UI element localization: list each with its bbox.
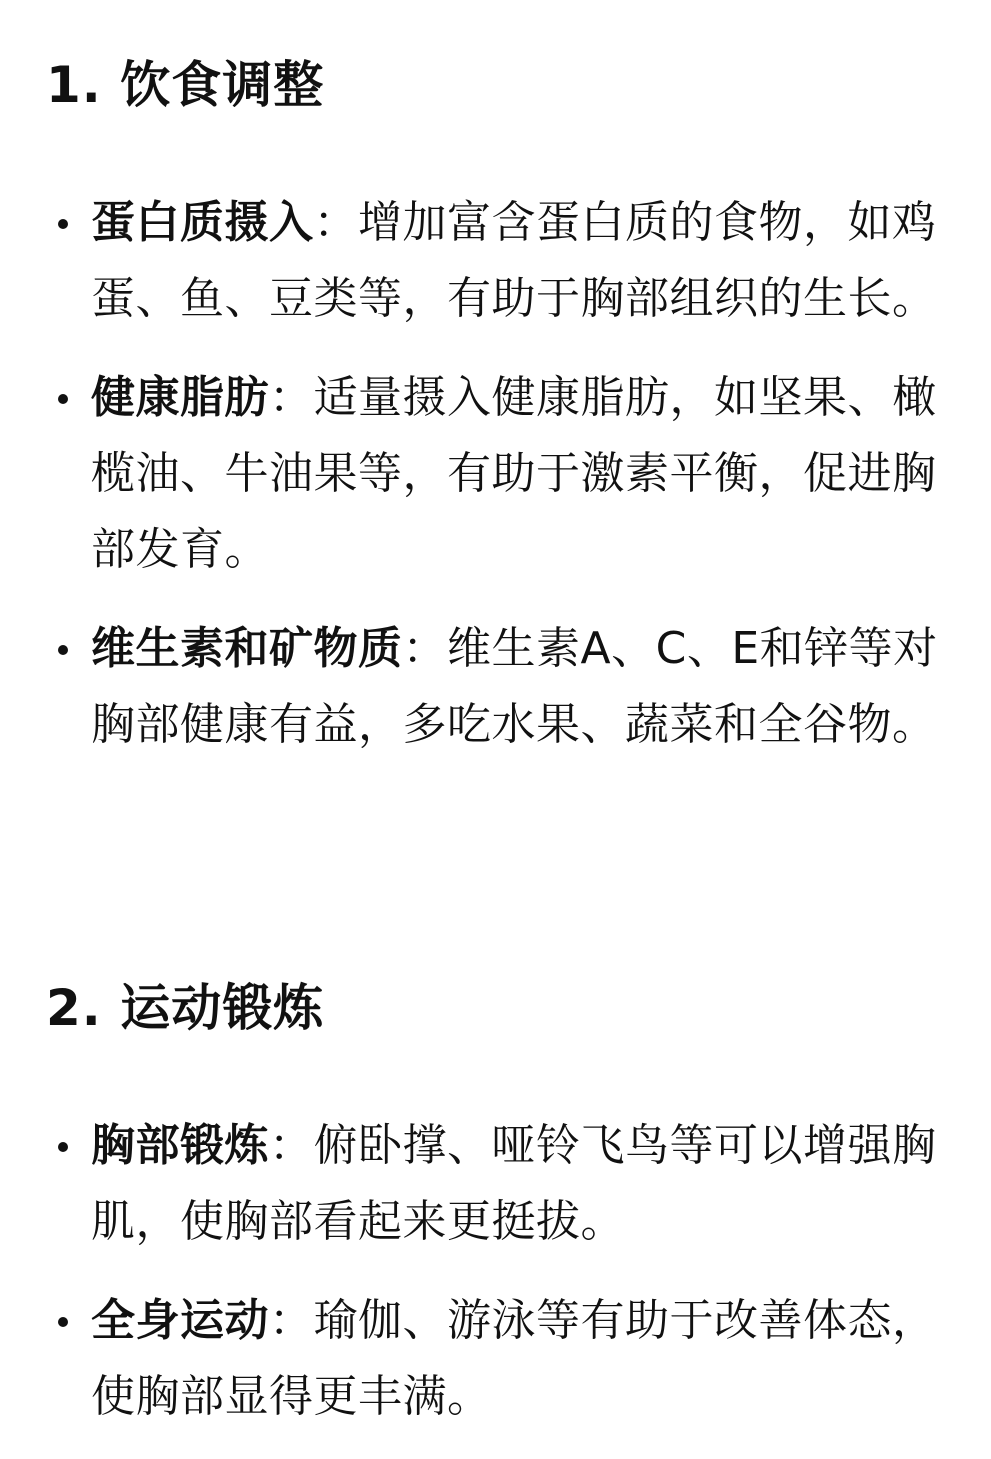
list-item: [0, 611, 991, 763]
bullet-dot-icon: [58, 219, 68, 229]
bullet-dot-icon: [58, 394, 68, 404]
list-item: [0, 1108, 991, 1260]
bullet-term: 全身运动: [91, 1295, 269, 1346]
bullet-text: 适量摄入健康脂肪，如坚果、橄榄油、牛油果等，有助于激素平衡，促进胸部发育。: [91, 372, 937, 575]
bullet-separator: ：: [269, 372, 314, 423]
bullet-term: 健康脂肪: [91, 372, 269, 423]
bullet-dot-icon: [58, 1317, 68, 1327]
section-heading-exercise: 2. 运动锻炼: [46, 979, 325, 1037]
list-item: [0, 1283, 991, 1435]
section-heading-diet: 1. 饮食调整: [46, 56, 325, 114]
list-item: [0, 360, 991, 588]
bullet-dot-icon: [58, 1142, 68, 1152]
bullet-separator: ：: [402, 623, 447, 674]
bullet-text: 增加富含蛋白质的食物，如鸡蛋、鱼、豆类等，有助于胸部组织的生长。: [91, 197, 937, 324]
bullet-term: 胸部锻炼: [91, 1120, 269, 1171]
bullet-text: 瑜伽、游泳等有助于改善体态，使胸部显得更丰满。: [91, 1295, 937, 1422]
bullet-separator: ：: [269, 1120, 314, 1171]
bullet-term: 维生素和矿物质: [91, 623, 403, 674]
bullet-separator: ：: [313, 197, 358, 248]
bullet-term: 蛋白质摄入: [91, 197, 314, 248]
exercise-bullet-list: [0, 1108, 991, 1458]
bullet-text: 俯卧撑、哑铃飞鸟等可以增强胸肌，使胸部看起来更挺拔。: [91, 1120, 937, 1247]
bullet-separator: ：: [269, 1295, 314, 1346]
list-item: [0, 185, 991, 337]
diet-bullet-list: [0, 185, 991, 786]
bullet-dot-icon: [58, 645, 68, 655]
bullet-text: 维生素A、C、E和锌等对胸部健康有益，多吃水果、蔬菜和全谷物。: [91, 623, 938, 750]
